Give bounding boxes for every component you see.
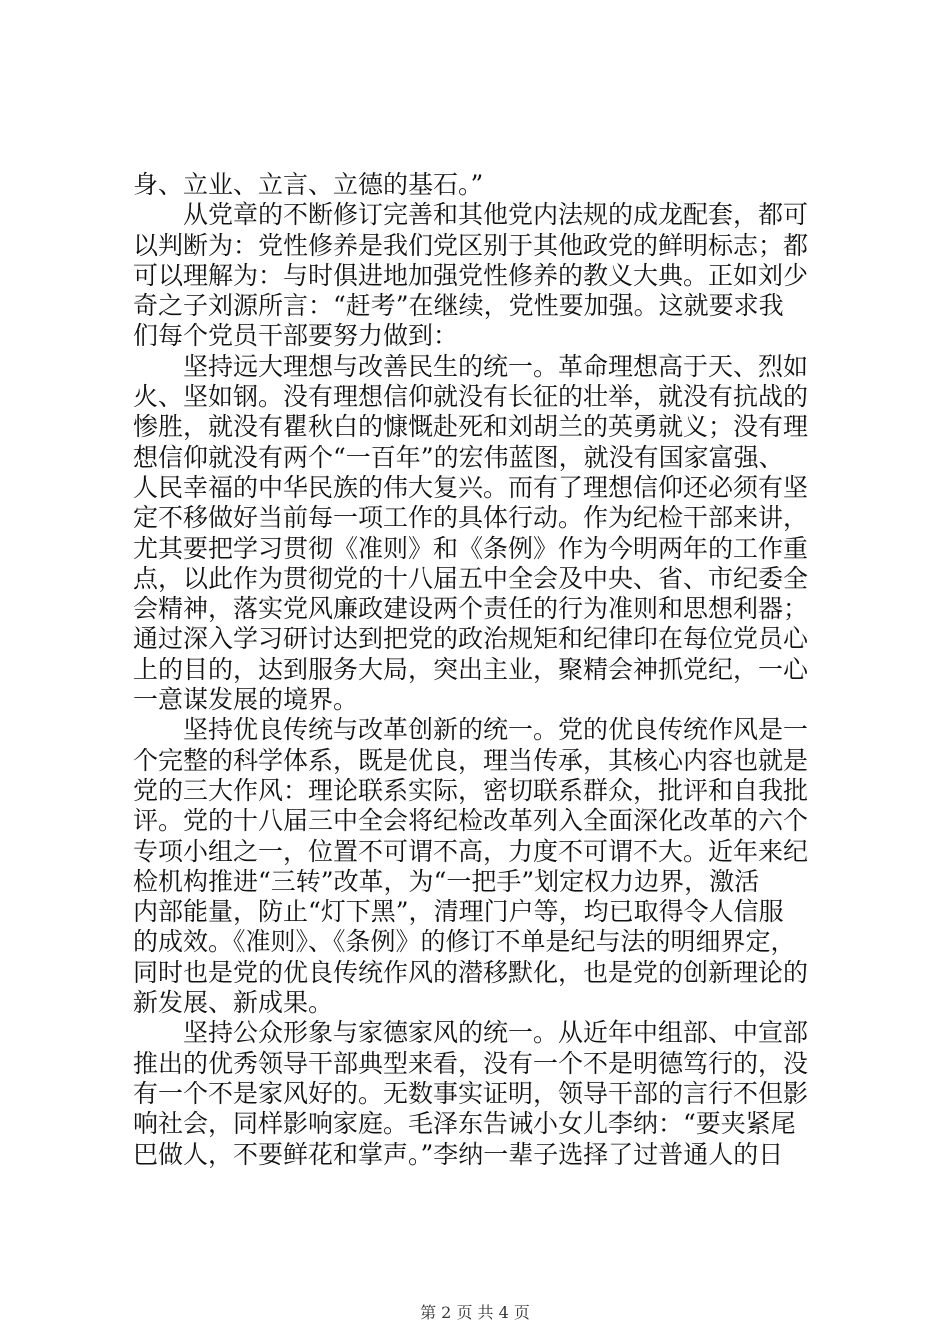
text-line: 巴做人，不要鲜花和掌声。”李纳一辈子选择了过普通人的日 xyxy=(133,1139,784,1169)
text-line: 定不移做好当前每一项工作的具体行动。作为纪检干部来讲， xyxy=(133,503,809,533)
text-line: 会精神，落实党风廉政建设两个责任的行为准则和思想利器； xyxy=(133,594,809,624)
text-line: 以判断为：党性修养是我们党区别于其他政党的鲜明标志；都 xyxy=(133,230,809,260)
text-line: 个完整的科学体系，既是优良，理当传承，其核心内容也就是 xyxy=(133,745,809,775)
text-line: 人民幸福的中华民族的伟大复兴。而有了理想信仰还必须有坚 xyxy=(133,472,809,502)
text-line: 内部能量，防止“灯下黑”，清理门户等，均已取得令人信服 xyxy=(133,897,784,927)
text-line: 推出的优秀领导干部典型来看，没有一个不是明德笃行的，没 xyxy=(133,1048,809,1078)
page-footer xyxy=(0,1300,950,1323)
text-line: 的成效。《准则》、《条例》的修订不单是纪与法的明细界定， xyxy=(133,927,796,957)
text-line: 想信仰就没有两个“一百年”的宏伟蓝图，就没有国家富强、 xyxy=(133,442,784,472)
text-line: 坚持优良传统与改革创新的统一。党的优良传统作风是一 xyxy=(133,715,809,745)
text-line: 检机构推进“三转”改革，为“一把手”划定权力边界，激活 xyxy=(133,866,760,896)
text-line: 可以理解为：与时俱进地加强党性修养的教义大典。正如刘少 xyxy=(133,260,809,290)
text-line: 们每个党员干部要努力做到： xyxy=(133,321,459,351)
text-line: 从党章的不断修订完善和其他党内法规的成龙配套，都可 xyxy=(133,200,809,230)
text-line: 专项小组之一，位置不可谓不高，力度不可谓不大。近年来纪 xyxy=(133,836,809,866)
text-line: 尤其要把学习贯彻《准则》和《条例》作为今明两年的工作重 xyxy=(133,533,809,563)
text-line: 通过深入学习研讨达到把党的政治规矩和纪律印在每位党员心 xyxy=(133,624,809,654)
text-line: 一意谋发展的境界。 xyxy=(133,685,359,715)
text-line: 坚持远大理想与改善民生的统一。革命理想高于天、烈如 xyxy=(133,351,809,381)
text-line: 党的三大作风：理论联系实际，密切联系群众，批评和自我批 xyxy=(133,775,809,805)
text-line: 新发展、新成果。 xyxy=(133,988,334,1018)
text-line: 上的目的，达到服务大局，突出主业，聚精会神抓党纪，一心 xyxy=(133,654,809,684)
text-line: 评。党的十八届三中全会将纪检改革列入全面深化改革的六个 xyxy=(133,806,809,836)
text-line: 奇之子刘源所言：“赶考”在继续，党性要加强。这就要求我 xyxy=(133,291,784,321)
text-line: 同时也是党的优良传统作风的潜移默化，也是党的创新理论的 xyxy=(133,957,809,987)
text-line: 有一个不是家风好的。无数事实证明，领导干部的言行不但影 xyxy=(133,1078,809,1108)
text-line: 响社会，同样影响家庭。毛泽东告诫小女儿李纳：“要夹紧尾 xyxy=(133,1109,796,1139)
text-line: 点，以此作为贯彻党的十八届五中全会及中央、省、市纪委全 xyxy=(133,563,809,593)
text-line: 坚持公众形象与家德家风的统一。从近年中组部、中宣部 xyxy=(133,1018,809,1048)
body-text xyxy=(133,170,833,1170)
text-line: 火、坚如钢。没有理想信仰就没有长征的壮举，就没有抗战的 xyxy=(133,382,809,412)
page-number-label: 第 2 页 共 4 页 xyxy=(420,1303,530,1322)
text-line: 惨胜，就没有瞿秋白的慷慨赴死和刘胡兰的英勇就义；没有理 xyxy=(133,412,809,442)
text-line: 身、立业、立言、立德的基石。” xyxy=(133,170,484,199)
